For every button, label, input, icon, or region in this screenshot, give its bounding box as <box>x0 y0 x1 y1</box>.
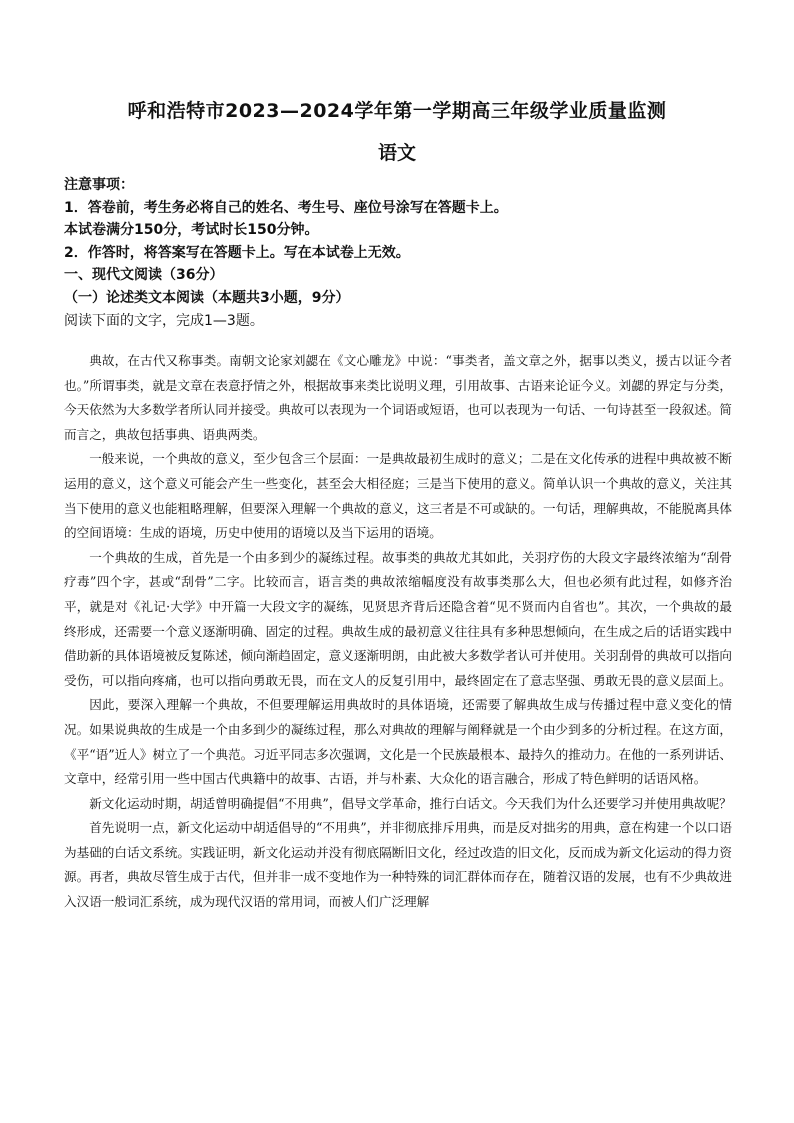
subject-title: 语文 <box>377 142 416 164</box>
notice-heading: 注意事项： <box>64 177 134 193</box>
notice-item-1: 1．答卷前，考生务必将自己的姓名、考生号、座位号涂写在答题卡上。 <box>64 199 508 216</box>
passage-paragraph: 因此，要深入理解一个典故，不但要理解运用典故时的具体语境，还需要了解典故生成与传播过程中意义变化的情况。如果说典故的生成是一个由多到少的凝练过程，那么对典故的理解与阐释就是一个由少到多的分析过程。在这方面，《平“语”近人》树立了一个典范。习近平同志多次强调，文化是一个民族最根本、最持久的推动力。在他的一系列讲话、文章中，经常引用一些中国古代典籍中的故事、古语，并与朴素、大众化的语言融合，形成了特色鲜明的话语风格。 <box>64 697 732 787</box>
score-time-line: 本试卷满分150分，考试时长150分钟。 <box>64 222 319 239</box>
reading-instruction: 阅读下面的文字，完成1—3题。 <box>64 312 264 329</box>
passage-paragraph: 一般来说，一个典故的意义，至少包含三个层面：一是典故最初生成时的意义；二是在文化传承的进程中典故被不断运用的意义，这个意义可能会产生一些变化，甚至会大相径庭；三是当下使用的意义。简单认识一个典故的意义，关注其当下使用的意义也能粗略理解，但要深入理解一个典故的意义，这三者是不可或缺的。一句话，理解典故，不能脱离具体的空间语境：生成的语境，历史中使用的语境以及当下运用的语境。 <box>64 451 732 541</box>
notice-item-2: 2．作答时，将答案写在答题卡上。写在本试卷上无效。 <box>64 244 410 261</box>
exam-title: 呼和浩特市2023—2024学年第一学期高三年级学业质量监测 <box>127 100 667 122</box>
subsection-heading: （一）论述类文本阅读（本题共3小题，9分） <box>64 289 350 306</box>
passage-paragraph: 典故，在古代又称事类。南朝文论家刘勰在《文心雕龙》中说：“事类者，盖文章之外，据事以类义，援古以证今者也。”所谓事类，就是文章在表意抒情之外，根据故事来类比说明义理，引用故事、古语来论证今义。刘勰的界定与分类，今天依然为大多数学者所认同并接受。典故可以表现为一个词语或短语，也可以表现为一句话、一句诗甚至一段叙述。简而言之，典故包括事典、语典两类。 <box>64 353 732 442</box>
instructions-block <box>64 174 734 332</box>
section-heading: 一、现代文阅读（36分） <box>64 267 224 284</box>
passage-paragraph: 新文化运动时期，胡适曾明确提倡“不用典”，倡导文学革命，推行白话文。今天我们为什么还要学习并使用典故呢？ <box>89 795 732 811</box>
passage-paragraph: 首先说明一点，新文化运动中胡适倡导的“不用典”，并非彻底排斥用典，而是反对拙劣的用典，意在构建一个以口语为基础的白话文系统。实践证明，新文化运动并没有彻底隔断旧文化，经过改造的旧文化，反而成为新文化运动的得力资源。再者，典故尽管生成于古代，但并非一成不变地作为一种特殊的词汇群体而存在，随着汉语的发展，也有不少典故进入汉语一般词汇系统，成为现代汉语的常用词，而被人们广泛理解 <box>64 820 732 910</box>
passage-paragraph: 一个典故的生成，首先是一个由多到少的凝练过程。故事类的典故尤其如此，关羽疗伤的大段文字最终浓缩为“刮骨疗毒”四个字，甚或“刮骨”二字。比较而言，语言类的典故浓缩幅度没有故事类那么大，但也必须有此过程，如修齐治平，就是对《礼记·大学》中开篇一大段文字的凝练，见贤思齐背后还隐含着“见不贤而内自省也”。其次，一个典故的最终形成，还需要一个意义逐渐明确、固定的过程。典故生成的最初意义往往具有多种思想倾向，在生成之后的话语实践中借助新的具体语境被反复陈述，倾向渐趋固定，意义逐渐明朗，由此被大多数学者认可并使用。关羽刮骨的典故可以指向受伤，可以指向疼痛，也可以指向勇敢无畏，而在文人的反复引用中，最终固定在了意志坚强、勇敢无畏的意义层面上。 <box>64 549 732 688</box>
reading-passage <box>64 349 732 915</box>
